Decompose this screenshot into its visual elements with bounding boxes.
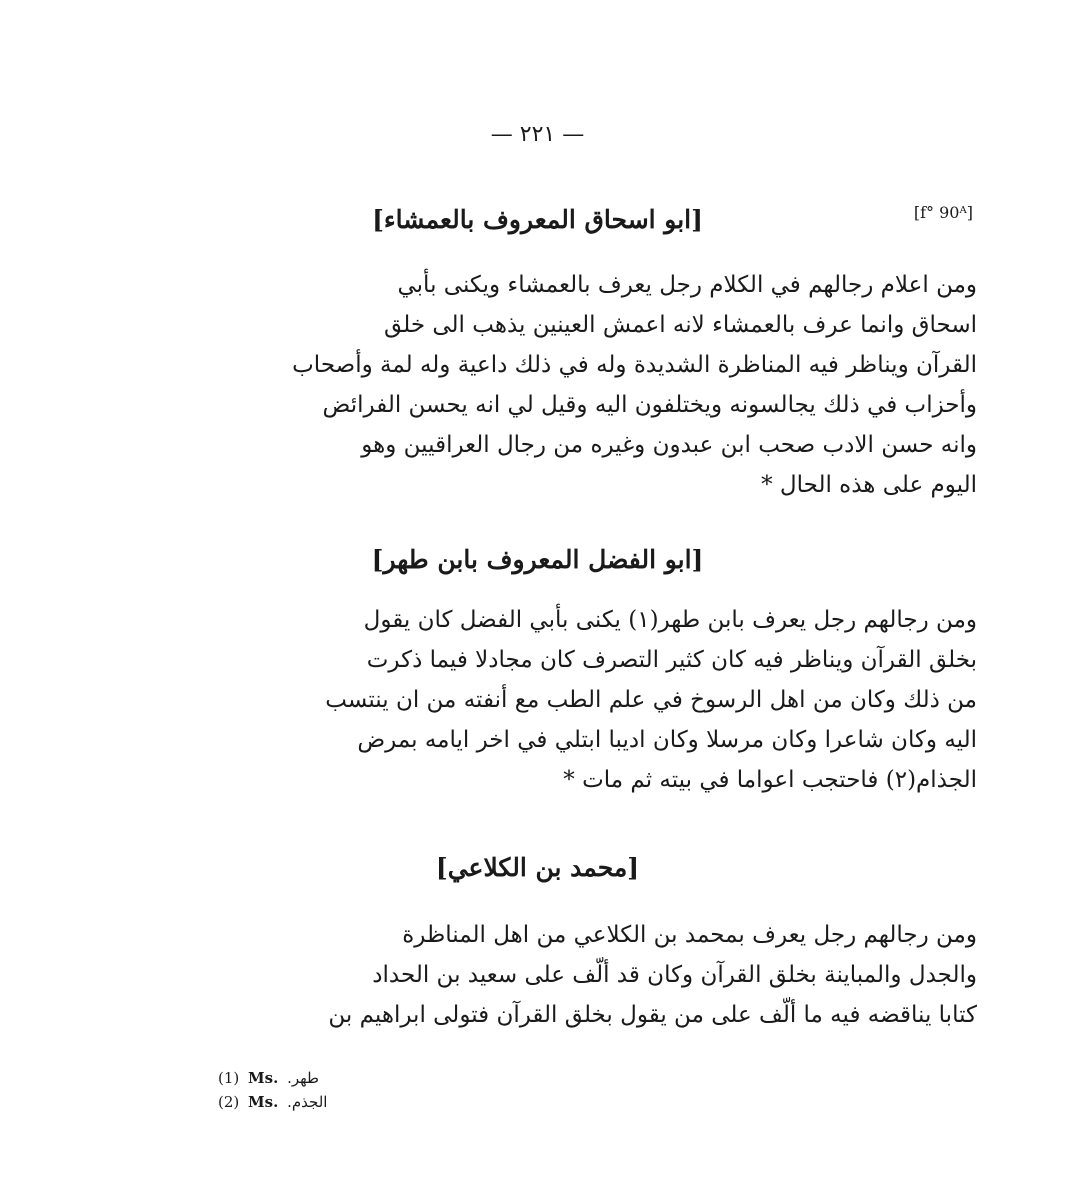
section-paragraph-1 bbox=[192, 265, 977, 505]
footnote-number: (2) bbox=[218, 1093, 240, 1111]
text-line: ومن رجالهم رجل يعرف بابن طهر(١) يكنى بأبي الفضل كان يقول bbox=[363, 607, 977, 633]
folio-reference: [f° 90ᴬ] bbox=[913, 203, 973, 222]
text-line: من ذلك وكان من اهل الرسوخ في علم الطب مع أنفته من ان ينتسب bbox=[325, 687, 977, 713]
text-line: بخلق القرآن ويناظر فيه كان كثير التصرف كان مجادلا فيما ذكرت bbox=[366, 647, 977, 673]
text-line: اسحاق وانما عرف بالعمشاء لانه اعمش العينين يذهب الى خلق bbox=[384, 312, 977, 338]
text-line: اليوم على هذه الحال * bbox=[761, 472, 977, 498]
footnote-number: (1) bbox=[218, 1069, 240, 1087]
text-line: القرآن ويناظر فيه المناظرة الشديدة وله في ذلك داعية وله لمة وأصحاب bbox=[292, 352, 977, 378]
text-line: وأحزاب في ذلك يجالسونه ويختلفون اليه وقيل لي انه يحسن الفرائض bbox=[322, 392, 977, 418]
text-line: والجدل والمباينة بخلق القرآن وكان قد ألّف على سعيد بن الحداد bbox=[372, 962, 977, 988]
footnote-text: الجذم. bbox=[287, 1093, 328, 1111]
text-line: ومن اعلام رجالهم في الكلام رجل يعرف بالعمشاء ويكنى بأبي bbox=[397, 272, 977, 298]
text-line: اليه وكان شاعرا وكان مرسلا وكان اديبا ابتلي في اخر ايامه بمرض bbox=[357, 727, 977, 753]
footnotes bbox=[218, 1066, 327, 1114]
page-number: — ۲۲۱ — bbox=[490, 122, 585, 147]
footnote-2 bbox=[218, 1090, 327, 1114]
footnote-ms: Ms. bbox=[248, 1069, 279, 1087]
text-line: الجذام(٢) فاحتجب اعواما في بيته ثم مات * bbox=[563, 767, 977, 793]
footnote-text: طهر. bbox=[287, 1069, 319, 1087]
text-line: ومن رجالهم رجل يعرف بمحمد بن الكلاعي من اهل المناظرة bbox=[402, 922, 977, 948]
text-line: وانه حسن الادب صحب ابن عبدون وغيره من رجال العراقيين وهو bbox=[361, 432, 977, 458]
footnote-ms: Ms. bbox=[248, 1093, 279, 1111]
footnote-1 bbox=[218, 1066, 327, 1090]
section-heading-1: [ابو اسحاق المعروف بالعمشاء] bbox=[372, 205, 703, 234]
text-line: كتابا يناقضه فيه ما ألّف على من يقول بخلق القرآن فتولى ابراهيم بن bbox=[328, 1002, 977, 1028]
section-paragraph-3 bbox=[192, 915, 977, 1035]
section-paragraph-2 bbox=[192, 600, 977, 800]
section-heading-2: [ابو الفضل المعروف بابن طهر] bbox=[371, 545, 704, 574]
section-heading-3: [محمد بن الكلاعي] bbox=[435, 853, 640, 882]
